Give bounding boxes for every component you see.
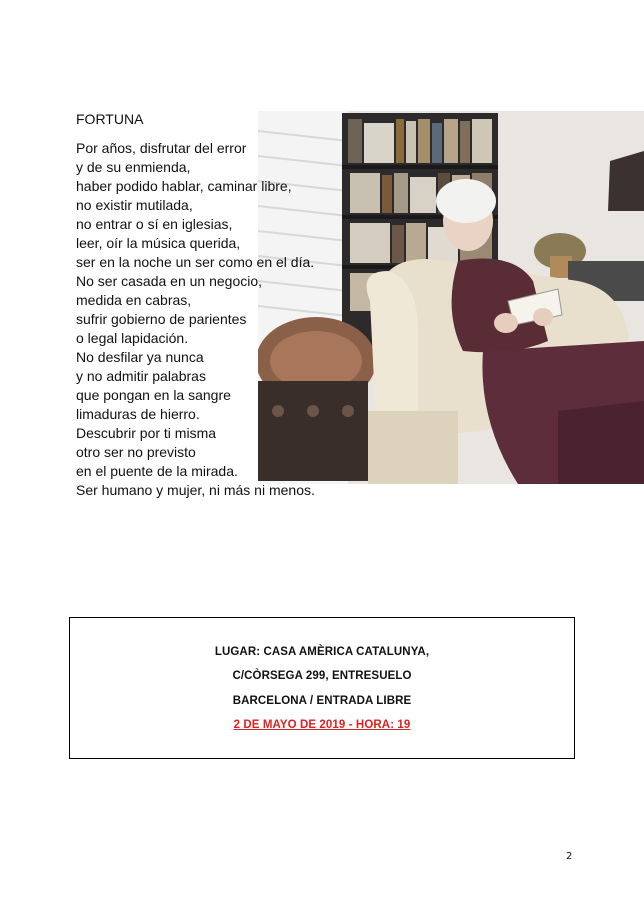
event-address: C/CÒRSEGA 299, ENTRESUELO: [232, 670, 412, 682]
poem-line: No desfilar ya nunca: [76, 349, 204, 365]
poem-line: otro ser no previsto: [76, 444, 196, 460]
poem-line: en el puente de la mirada.: [76, 463, 238, 479]
poem-line: no entrar o sí en iglesias,: [76, 216, 233, 232]
poem-line: y no admitir palabras: [76, 368, 206, 384]
event-date-time: 2 DE MAYO DE 2019 - HORA: 19: [233, 719, 411, 731]
poem-line: No ser casada en un negocio,: [76, 273, 263, 289]
poem-line: y de su enmienda,: [76, 159, 191, 175]
poem-line: limaduras de hierro.: [76, 406, 200, 422]
poem-line: que pongan en la sangre: [76, 387, 231, 403]
poem-line: medida en cabras,: [76, 292, 192, 308]
poem: [76, 110, 436, 500]
event-city-entry: BARCELONA / ENTRADA LIBRE: [232, 695, 412, 707]
poem-line: no existir mutilada,: [76, 197, 193, 213]
event-venue: LUGAR: CASA AMÈRICA CATALUNYA,: [214, 646, 430, 658]
page-number: 2: [566, 851, 573, 862]
poem-title: FORTUNA: [76, 111, 144, 127]
poem-line: Descubrir por ti misma: [76, 425, 217, 441]
poem-line: Ser humano y mujer, ni más ni menos.: [76, 482, 315, 498]
poem-line: sufrir gobierno de parientes: [76, 311, 247, 327]
poem-line: leer, oír la música querida,: [76, 235, 241, 251]
poem-line: ser en la noche un ser como en el día.: [76, 254, 315, 270]
event-info-box: [69, 617, 575, 759]
poem-line: o legal lapidación.: [76, 330, 189, 346]
poem-line: haber podido hablar, caminar libre,: [76, 178, 292, 194]
poem-line: Por años, disfrutar del error: [76, 140, 247, 156]
